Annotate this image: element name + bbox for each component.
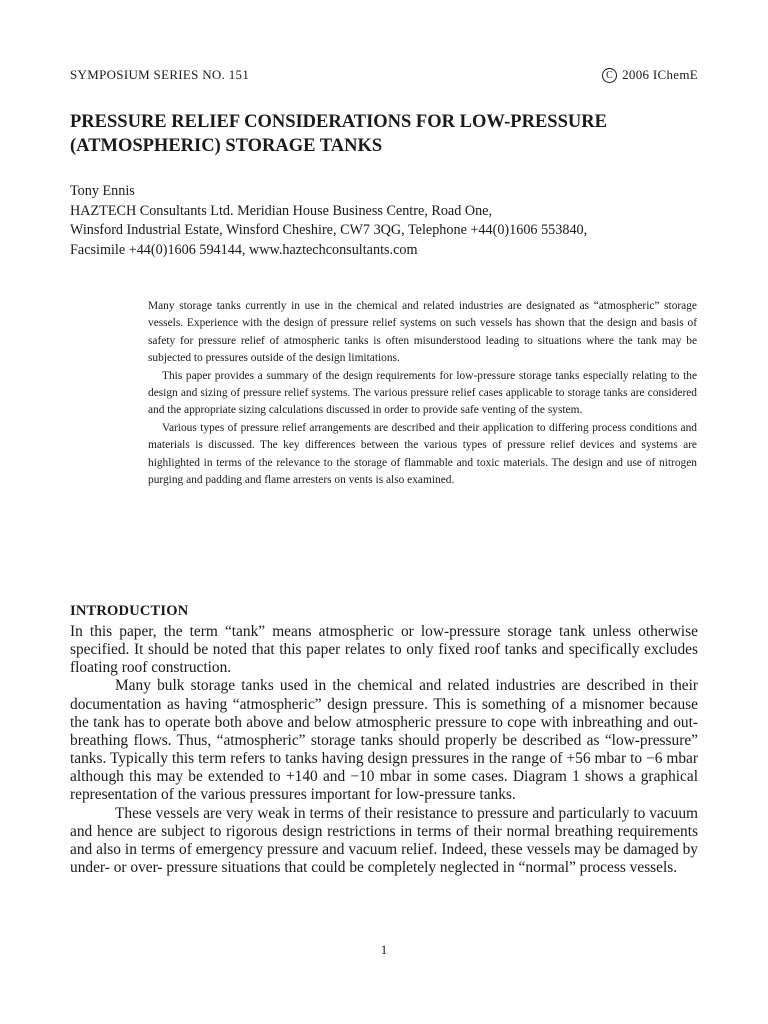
author-name: Tony Ennis [70,183,135,199]
copyright-text: 2006 IChemE [622,67,698,82]
running-head [70,67,698,83]
introduction-paragraph-3: These vessels are very weak in terms of their resistance to pressure and particularly to vacuum and hence are subject to rigorous design restrictions in terms of their normal breathing requirements and also in terms of emergency pressure and vacuum relief. Indeed, these vessels may be damaged by under- or over- pressure situations that could be completely neglected in “normal” process vessels. [70,804,698,877]
author-address-line-3: Facsimile +44(0)1606 594144, www.haztechconsultants.com [70,241,418,258]
paper-page [70,0,698,1024]
paper-title-line-1: PRESSURE RELIEF CONSIDERATIONS FOR LOW-PRESSURE [70,112,607,132]
author-address-line-2: Winsford Industrial Estate, Winsford Cheshire, CW7 3QG, Telephone +44(0)1606 553840, [70,222,588,238]
abstract-paragraph-3: Various types of pressure relief arrangements are described and their application to differing process conditions and materials is discussed. The key differences between the various types of pressure relief devices and systems are highlighted in terms of the relevance to the storage of flammable and toxic materials. The design and use of nitrogen purging and padding and flame arresters on vents is also examined. [148,421,697,487]
page-number: 1 [380,942,388,957]
copyright-notice [602,67,698,83]
paper-title [70,110,698,158]
abstract-paragraph-2: This paper provides a summary of the design requirements for low-pressure storage tanks especially relating to the design and sizing of pressure relief systems. The various pressure relief cases applicable to storage tanks are considered and the appropriate sizing calculations discussed in order to provide safe venting of the system. [148,369,697,417]
section-heading-introduction: INTRODUCTION [70,603,189,619]
paper-title-line-2: (ATMOSPHERIC) STORAGE TANKS [70,136,383,156]
abstract [148,298,697,489]
copyright-icon: C [602,68,617,83]
introduction-paragraph-2: Many bulk storage tanks used in the chemical and related industries are described in their documentation as having “atmospheric” design pressure. This is something of a misnomer because the tank has to operate both above and below atmospheric pressure to cope with inbreathing and out-breathing flows. Thus, “atmospheric” storage tanks should properly be described as “low-pressure” tanks. Typically this term refers to tanks having design pressures in the range of +56 mbar to −6 mbar although this may be extended to +140 and −10 mbar in some cases. Diagram 1 shows a graphical representation of the various pressures important for low-pressure tanks. [70,677,698,804]
introduction-paragraph-1: In this paper, the term “tank” means atmospheric or low-pressure storage tank unless otherwise specified. It should be noted that this paper relates to only fixed roof tanks and specifically excludes floating roof construction. [70,623,698,677]
author-address-line-1: HAZTECH Consultants Ltd. Meridian House Business Centre, Road One, [70,202,493,219]
abstract-paragraph-1: Many storage tanks currently in use in the chemical and related industries are designated as “atmospheric” storage vessels. Experience with the design of pressure relief systems on such vessels has shown that the design and basis of safety for pressure relief of atmospheric tanks is often misunderstood leading to situations where the tank may be subjected to pressures outside of the design limitations. [148,300,697,365]
author-block [70,182,698,260]
series-label: SYMPOSIUM SERIES NO. 151 [70,67,250,82]
introduction-body [70,623,698,877]
